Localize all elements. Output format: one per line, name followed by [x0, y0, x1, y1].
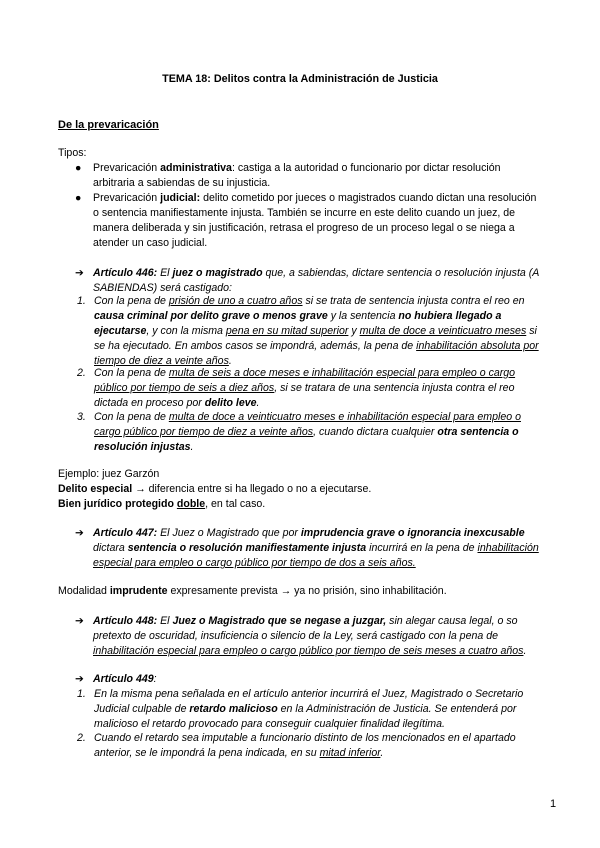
article-446-item-2: 2. Con la pena de multa de seis a doce meses e inhabilitación especial para empleo o cargo público por tiempo de seis a diez años, si se tratara de una sentencia injusta contra el reo dictada en proceso por delito leve.: [77, 367, 516, 409]
arrow-icon: ➔: [75, 673, 84, 685]
article-446-item-3: 3. Con la pena de multa de doce a veinticuatro meses e inhabilitación especial para empleo o cargo público por tiempo de diez a veinte años, cuando dictara cualquier otra sentencia o resolución injustas.: [77, 411, 521, 453]
bullet-item-administrativa: ● Prevaricación administrativa: castiga a la autoridad o funcionario por dictar resolución arbitraria a sabiendas de su injusticia.: [75, 162, 501, 189]
article-446-heading: ➔ Artículo 446: El juez o magistrado que, a sabiendas, dictare sentencia o resolución injusta (A SABIENDAS) será castigado:: [75, 267, 539, 294]
article-448: ➔ Artículo 448: El Juez o Magistrado que se negase a juzgar, sin alegar causa legal, o so pretexto de oscuridad, insuficiencia o silencio de la Ley, será castigado con la pena de inhabilitación especial para empleo o cargo público por tiempo de seis meses a cuatro años.: [75, 615, 527, 657]
bullet-item-judicial: ● Prevaricación judicial: delito cometido por jueces o magistrados cuando dictan una resolución o sentencia manifiestamente injusta. También se incurre en este delito cuando un juez, de manera deliberada y sin justificación, retrasa el progreso de un proceso legal o se niega a atender un caso judicial.: [75, 192, 537, 249]
tipos-label: Tipos:: [58, 147, 87, 159]
bullet-dot-icon: ●: [75, 192, 82, 204]
article-449-item-2: 2. Cuando el retardo sea imputable a funcionario distinto de los mencionados en el apartado anterior, se le impondrá la pena indicada, en su mitad inferior.: [77, 732, 516, 759]
article-449-item-1: 1. En la misma pena señalada en el artículo anterior incurrirá el Juez, Magistrado o Secretario Judicial culpable de retardo malicioso en la Administración de Justicia. Se entenderá por malicioso el retardo provocado para conseguir cualquier finalidad ilegítima.: [77, 688, 524, 730]
modalidad-line: Modalidad imprudente expresamente prevista → ya no prisión, sino inhabilitación.: [58, 585, 447, 597]
arrow-icon: ➔: [75, 267, 84, 279]
article-447: ➔ Artículo 447: El Juez o Magistrado que por imprudencia grave o ignorancia inexcusable dictara sentencia o resolución manifiestamente injusta incurrirá en la pena de inhabilitación especial para empleo o cargo público por tiempo de dos a seis años.: [75, 527, 539, 569]
page-title: TEMA 18: Delitos contra la Administración de Justicia: [162, 73, 438, 85]
arrow-icon: ➔: [75, 527, 84, 539]
section-heading: De la prevaricación: [58, 119, 159, 131]
article-446-item-1: 1. Con la pena de prisión de uno a cuatro años si se trata de sentencia injusta contra el reo en causa criminal por delito grave o menos grave y la sentencia no hubiera llegado a ejecutarse, y con la misma pena en su mitad superior y multa de doce a veinticuatro meses si se ha ejecutado. En ambos casos se impondrá, además, la pena de inhabilitación absoluta por tiempo de diez a veinte años.: [77, 295, 539, 367]
bullet-dot-icon: ●: [75, 162, 82, 174]
arrow-icon: ➔: [75, 615, 84, 627]
bien-juridico-line: Bien jurídico protegido doble, en tal caso.: [58, 498, 266, 510]
article-449-heading: ➔ Artículo 449:: [75, 673, 157, 685]
ejemplo-text: Ejemplo: juez Garzón: [58, 468, 160, 480]
delito-especial-line: Delito especial → diferencia entre si ha llegado o no a ejecutarse.: [58, 483, 372, 495]
page-number: 1: [550, 798, 557, 810]
